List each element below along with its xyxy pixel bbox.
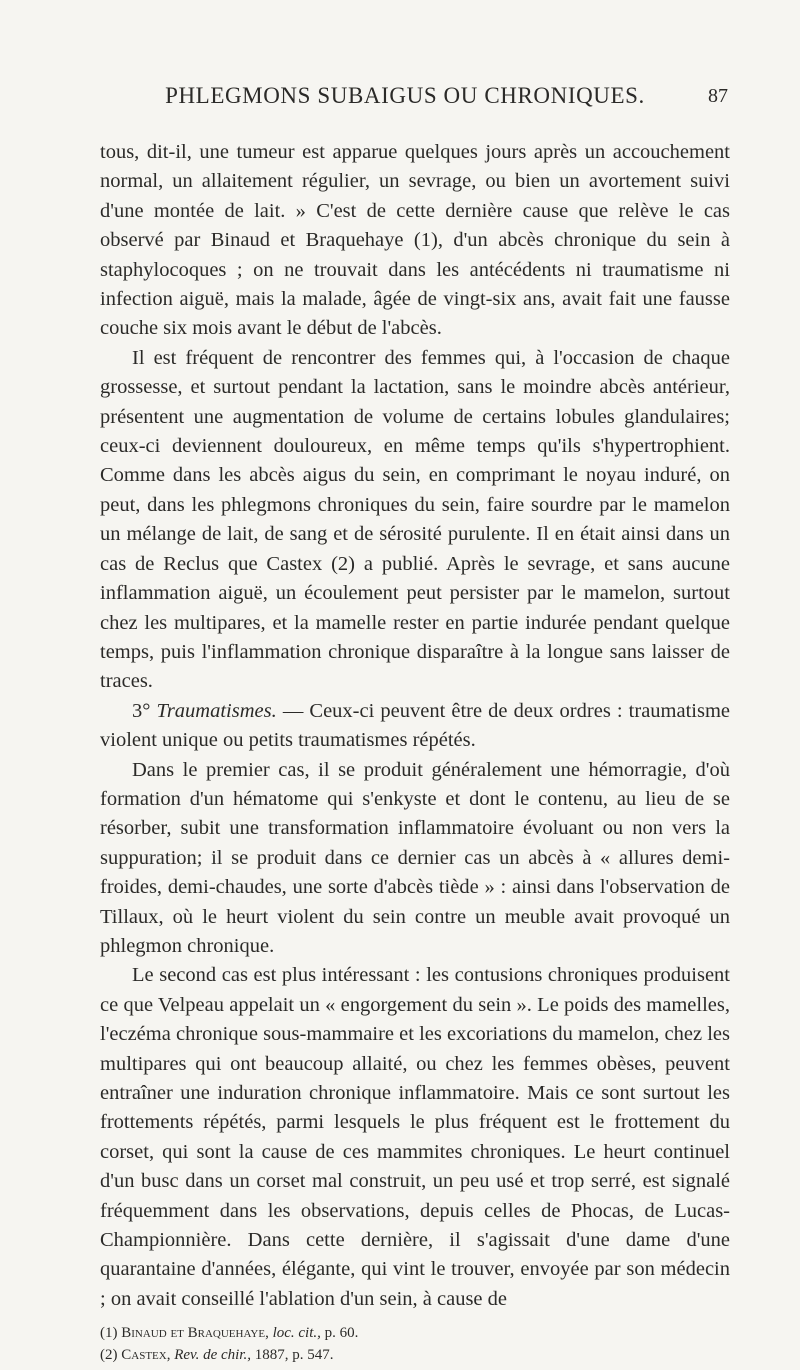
footnote-reference: loc. cit., xyxy=(272,1325,321,1342)
document-page xyxy=(0,76,800,1370)
footnote-mark: (2) xyxy=(100,1347,118,1364)
running-header xyxy=(100,76,730,116)
page-number: 87 xyxy=(708,85,728,107)
footnote-reference: Rev. de chir., xyxy=(174,1347,251,1364)
body-text xyxy=(100,138,730,1314)
footnote-author: Castex, xyxy=(121,1347,171,1364)
paragraph-3 xyxy=(100,697,730,756)
section-text: — Ceux-ci peuvent être de deux ordres : traumatisme violent unique ou petits traumatismes répétés. xyxy=(100,699,730,752)
section-label: Traumatismes. xyxy=(156,699,277,722)
paragraph-5: Le second cas est plus intéressant : les contusions chroniques produisent ce que Velpeau appelait un « engorgement du sein ». Le poids des mamelles, l'eczéma chronique sous-mammaire et les excoriations du mamelon, chez les multipares qui ont beaucoup allaité, ou chez les femmes obèses, peuvent entraîner une induration chronique inflammatoire. Mais ce sont surtout les frottements répétés, parmi lesquels le plus fréquent est le frottement du corset, qui sont la cause de ces mammites chroniques. Le heurt continuel d'un busc dans un corset mal construit, un peu usé et trop serré, est signalé fréquemment dans les observations, depuis celles de Phocas, de Lucas-Championnière. Dans cette dernière, il s'agissait d'une dame d'une quarantaine d'années, élégante, qui vint le trouver, envoyée par son médecin ; on avait conseillé l'ablation d'un sein, à cause de xyxy=(100,964,730,1310)
paragraph-2: Il est fréquent de rencontrer des femmes qui, à l'occasion de chaque grossesse, et surtout pendant la lactation, sans le moindre abcès antérieur, présentent une augmentation de volume de certains lobules glandulaires; ceux-ci deviennent douloureux, en même temps qu'ils s'hypertrophient. Comme dans les abcès aigus du sein, en comprimant le noyau induré, on peut, dans les phlegmons chroniques du sein, faire sourdre par le mamelon un mélange de lait, de sang et de sérosité purulente. Il en était ainsi dans un cas de Reclus que Castex (2) a publié. Après le sevrage, et sans aucune inflammation aiguë, un écoulement peut persister par le mamelon, surtout chez les multipares, et la mamelle rester en partie indurée pendant quelque temps, puis l'inflammation chronique disparaître à la longue sans laisser de traces. xyxy=(100,346,730,693)
paragraph-1: tous, dit-il, une tumeur est apparue quelques jours après un accouchement normal, un allaitement régulier, un sevrage, ou bien un avortement suivi d'une montée de lait. » C'est de cette dernière cause que relève le cas observé par Binaud et Braquehaye (1), d'un abcès chronique du sein à staphylocoques ; on ne trouvait dans les antécédents ni traumatisme ni infection aiguë, mais la malade, âgée de vingt-six ans, avait fait une fausse couche six mois avant le début de l'abcès. xyxy=(100,141,730,340)
footnote-author: Binaud et Braquehaye, xyxy=(121,1325,269,1342)
running-title: PHLEGMONS SUBAIGUS OU CHRONIQUES. xyxy=(165,83,645,108)
footnote-page: p. 60. xyxy=(324,1325,359,1342)
footnote-page: 1887, p. 547. xyxy=(254,1347,334,1364)
section-number: 3° xyxy=(132,699,151,722)
footnote-mark: (1) xyxy=(100,1325,118,1342)
footnote-2 xyxy=(100,1344,730,1366)
paragraph-4: Dans le premier cas, il se produit généralement une hémorragie, d'où formation d'un hématome qui s'enkyste et dont le contenu, au lieu de se résorber, subit une transformation inflammatoire évoluant ou non vers la suppuration; il se produit dans ce dernier cas un abcès à « allures demi-froides, demi-chaudes, une sorte d'abcès tiède » : ainsi dans l'observation de Tillaux, où le heurt violent du sein contre un meuble avait provoqué un phlegmon chronique. xyxy=(100,758,730,957)
footnotes xyxy=(100,1322,730,1366)
footnote-1 xyxy=(100,1322,730,1344)
